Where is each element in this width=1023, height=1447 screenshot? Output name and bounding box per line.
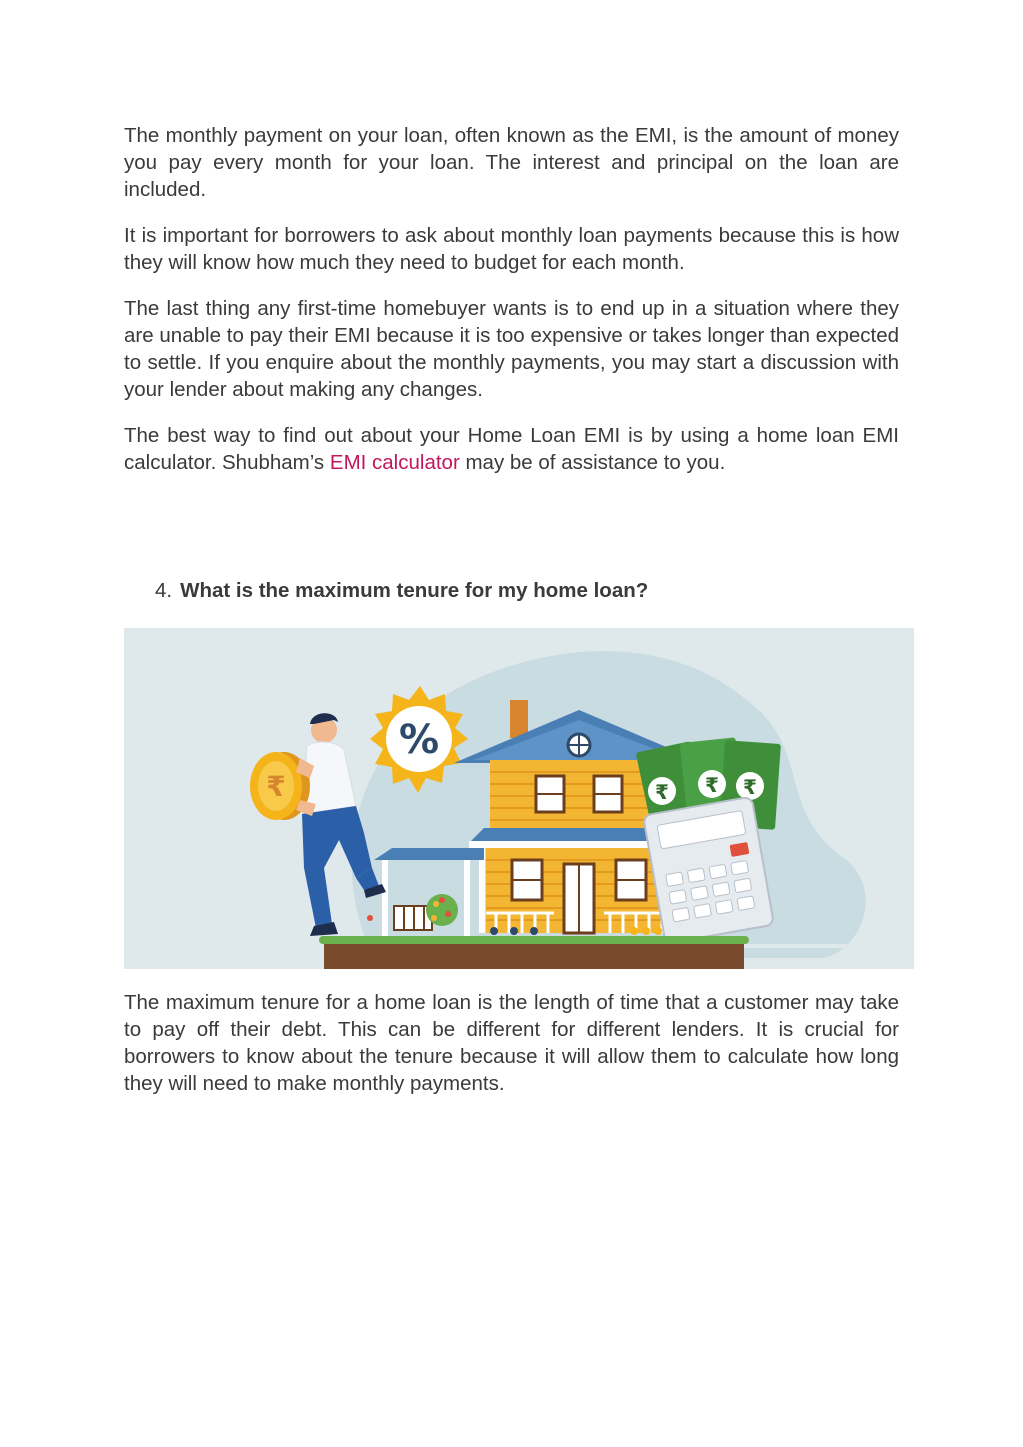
paragraph-maximum-tenure: The maximum tenure for a home loan is the length of time that a customer may take to pay off their debt. This can be different for different lenders. It is crucial for borrowers to know about the tenure because it will allow them to calculate how long they will need to make monthly payments. xyxy=(124,991,899,1095)
question-text: What is the maximum tenure for my home loan? xyxy=(180,579,649,602)
grass xyxy=(319,936,749,944)
svg-text:₹: ₹ xyxy=(266,770,286,803)
home-loan-illustration xyxy=(124,628,914,969)
illustration-svg xyxy=(124,628,914,969)
soil xyxy=(324,944,744,969)
paragraph-monthly-payments: It is important for borrowers to ask about monthly loan payments because this is how they will know how much they need to budget for each month. xyxy=(124,224,899,274)
article-body-top xyxy=(124,122,899,495)
question-number: 4. xyxy=(155,579,173,602)
chimney xyxy=(510,700,528,738)
paragraph-emi-definition: The monthly payment on your loan, often known as the EMI, is the amount of money you pay every month for your loan. The interest and principal on the loan are included. xyxy=(124,124,899,201)
article-body-bottom xyxy=(124,989,899,1116)
emi-calculator-link[interactable]: EMI calculator xyxy=(329,451,460,474)
calculator-text-after: may be of assistance to you. xyxy=(459,451,726,474)
svg-text:₹: ₹ xyxy=(743,775,757,799)
svg-text:₹: ₹ xyxy=(705,773,719,797)
paragraph-first-time-homebuyer: The last thing any first-time homebuyer wants is to end up in a situation where they are unable to pay their EMI because it is too expensive or takes longer than expected to settle. If you enquire about the monthly payments, you may start a discussion with your lender about making any changes. xyxy=(124,297,899,401)
paragraph-emi-calculator xyxy=(124,422,899,476)
calculator-text-before: The best way to find out about your Home Loan EMI is by using a home loan EMI calculator. Shubham’s xyxy=(124,424,899,474)
svg-text:₹: ₹ xyxy=(655,780,669,804)
svg-text:%: % xyxy=(398,717,440,763)
question-heading xyxy=(155,577,648,604)
